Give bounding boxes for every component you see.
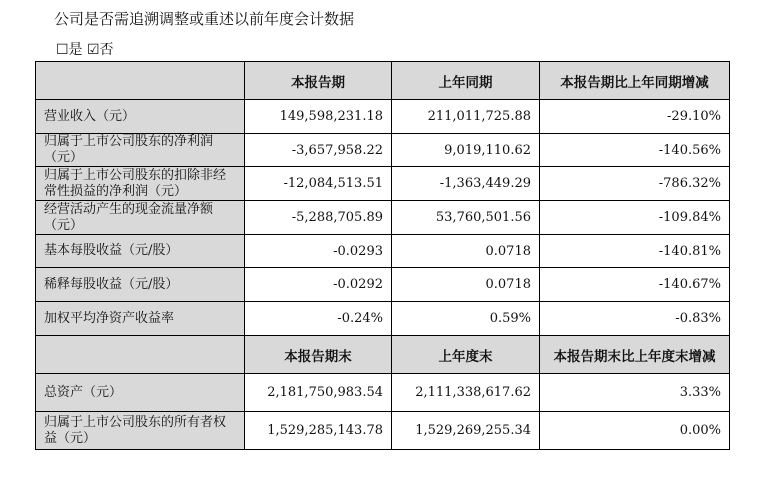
table-row — [36, 412, 730, 450]
prior-value: -1,363,449.29 — [392, 167, 540, 201]
current-value: -3,657,958.22 — [245, 134, 392, 167]
row-label: 归属于上市公司股东的净利润（元） — [36, 134, 245, 167]
change-value: -0.83% — [540, 302, 730, 336]
prior-value: 1,529,269,255.34 — [392, 412, 540, 450]
row-label: 归属于上市公司股东的扣除非经常性损益的净利润（元） — [36, 167, 245, 201]
prior-value: 0.59% — [392, 302, 540, 336]
table-row — [36, 235, 730, 268]
change-value: -140.67% — [540, 268, 730, 302]
current-value: 2,181,750,983.54 — [245, 374, 392, 412]
header-cell: 本报告期比上年同期增减 — [540, 62, 730, 100]
change-value: 3.33% — [540, 374, 730, 412]
header-cell: 本报告期末比上年度末增减 — [540, 336, 730, 374]
prior-value: 211,011,725.88 — [392, 100, 540, 134]
table-row — [36, 302, 730, 336]
header-cell: 本报告期 — [245, 62, 392, 100]
change-value: -786.32% — [540, 167, 730, 201]
table-row — [36, 167, 730, 201]
prior-value: 0.0718 — [392, 268, 540, 302]
table-header-row — [36, 336, 730, 374]
current-value: -0.0292 — [245, 268, 392, 302]
table-row — [36, 268, 730, 302]
header-cell — [36, 62, 245, 100]
row-label: 基本每股收益（元/股） — [36, 235, 245, 268]
financial-data-table — [35, 61, 730, 450]
table-row — [36, 201, 730, 235]
change-value: -109.84% — [540, 201, 730, 235]
change-value: -140.56% — [540, 134, 730, 167]
change-value: -140.81% — [540, 235, 730, 268]
row-label: 营业收入（元） — [36, 100, 245, 134]
prior-value: 0.0718 — [392, 235, 540, 268]
prior-value: 9,019,110.62 — [392, 134, 540, 167]
row-label: 稀释每股收益（元/股） — [36, 268, 245, 302]
row-label: 归属于上市公司股东的所有者权益（元） — [36, 412, 245, 450]
header-cell: 上年同期 — [392, 62, 540, 100]
table-header-row — [36, 62, 730, 100]
restatement-choice: ☐是 ☑否 — [56, 42, 114, 58]
header-cell: 上年度末 — [392, 336, 540, 374]
table-row — [36, 100, 730, 134]
row-label: 加权平均净资产收益率 — [36, 302, 245, 336]
current-value: -12,084,513.51 — [245, 167, 392, 201]
row-label: 经营活动产生的现金流量净额（元） — [36, 201, 245, 235]
table-row — [36, 374, 730, 412]
prior-value: 2,111,338,617.62 — [392, 374, 540, 412]
current-value: -0.0293 — [245, 235, 392, 268]
current-value: -0.24% — [245, 302, 392, 336]
header-cell: 本报告期末 — [245, 336, 392, 374]
current-value: 1,529,285,143.78 — [245, 412, 392, 450]
section-heading: 公司是否需追溯调整或重述以前年度会计数据 — [54, 10, 355, 28]
current-value: 149,598,231.18 — [245, 100, 392, 134]
change-value: -29.10% — [540, 100, 730, 134]
prior-value: 53,760,501.56 — [392, 201, 540, 235]
table-row — [36, 134, 730, 167]
header-cell — [36, 336, 245, 374]
row-label: 总资产（元） — [36, 374, 245, 412]
change-value: 0.00% — [540, 412, 730, 450]
current-value: -5,288,705.89 — [245, 201, 392, 235]
